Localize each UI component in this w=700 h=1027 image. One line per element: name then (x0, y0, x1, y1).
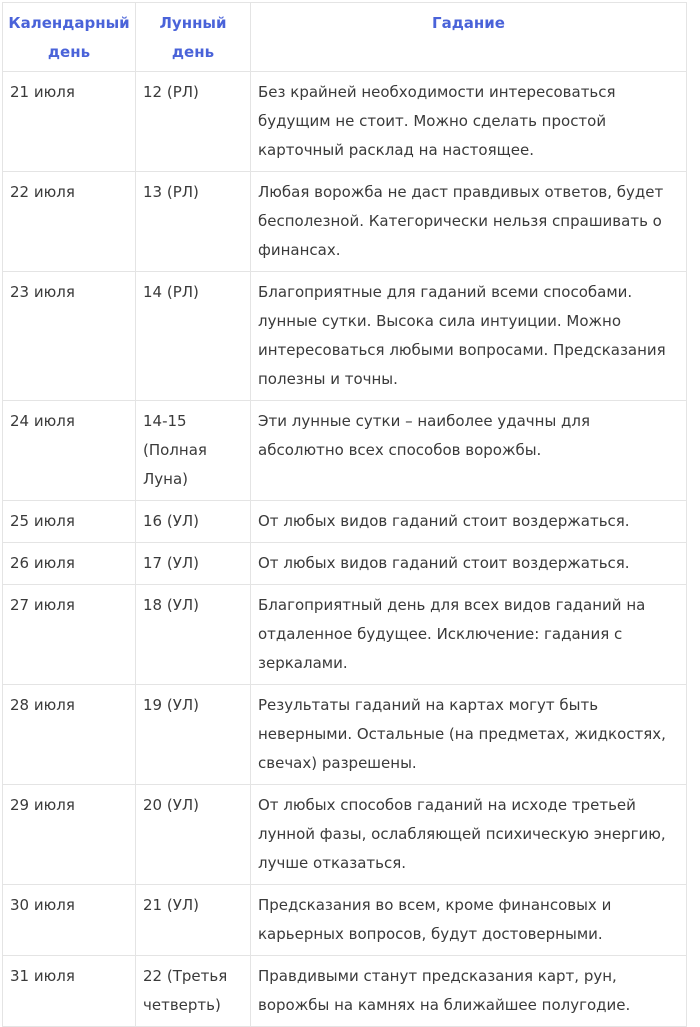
lunar-day-cell: 22 (Третья четверть) (136, 956, 251, 1027)
lunar-day-cell: 13 (РЛ) (136, 172, 251, 272)
lunar-day-cell: 14 (РЛ) (136, 272, 251, 401)
lunar-day-cell: 17 (УЛ) (136, 543, 251, 585)
table-row (3, 685, 687, 785)
calendar-day-cell: 22 июля (3, 172, 136, 272)
divination-cell: Любая ворожба не даст правдивых ответов, будет бесполезной. Категорически нельзя спрашивать о финансах. (251, 172, 687, 272)
calendar-day-cell: 30 июля (3, 885, 136, 956)
divination-cell: От любых видов гаданий стоит воздержаться. (251, 543, 687, 585)
calendar-day-cell: 29 июля (3, 785, 136, 885)
calendar-day-cell: 24 июля (3, 401, 136, 501)
lunar-day-cell: 20 (УЛ) (136, 785, 251, 885)
table-row (3, 885, 687, 956)
lunar-day-cell: 19 (УЛ) (136, 685, 251, 785)
lunar-day-cell: 21 (УЛ) (136, 885, 251, 956)
calendar-day-cell: 31 июля (3, 956, 136, 1027)
lunar-day-cell: 16 (УЛ) (136, 501, 251, 543)
table-row (3, 401, 687, 501)
divination-cell: Правдивыми станут предсказания карт, рун, ворожбы на камнях на ближайшее полугодие. (251, 956, 687, 1027)
divination-table (2, 2, 687, 1027)
divination-cell: Результаты гаданий на картах могут быть неверными. Остальные (на предметах, жидкостях, свечах) разрешены. (251, 685, 687, 785)
calendar-day-cell: 27 июля (3, 585, 136, 685)
table-header (3, 3, 687, 72)
divination-cell: Без крайней необходимости интересоваться будущим не стоит. Можно сделать простой карточный расклад на настоящее. (251, 72, 687, 172)
header-lunar-day: Лунный день (136, 3, 251, 72)
header-calendar-day: Календарный день (3, 3, 136, 72)
table-row (3, 543, 687, 585)
table-row (3, 501, 687, 543)
divination-cell: От любых способов гаданий на исходе третьей лунной фазы, ослабляющей психическую энергию, лучше отказаться. (251, 785, 687, 885)
divination-cell: От любых видов гаданий стоит воздержаться. (251, 501, 687, 543)
lunar-day-cell: 14-15 (Полная Луна) (136, 401, 251, 501)
header-divination: Гадание (251, 3, 687, 72)
calendar-day-cell: 26 июля (3, 543, 136, 585)
lunar-day-cell: 12 (РЛ) (136, 72, 251, 172)
divination-cell: Благоприятный день для всех видов гаданий на отдаленное будущее. Исключение: гадания с зеркалами. (251, 585, 687, 685)
divination-cell: Предсказания во всем, кроме финансовых и карьерных вопросов, будут достоверными. (251, 885, 687, 956)
divination-cell: Эти лунные сутки – наиболее удачны для абсолютно всех способов ворожбы. (251, 401, 687, 501)
table-row (3, 956, 687, 1027)
calendar-day-cell: 28 июля (3, 685, 136, 785)
calendar-day-cell: 23 июля (3, 272, 136, 401)
table-row (3, 72, 687, 172)
calendar-day-cell: 25 июля (3, 501, 136, 543)
table-row (3, 272, 687, 401)
lunar-day-cell: 18 (УЛ) (136, 585, 251, 685)
table-body (3, 72, 687, 1027)
table-row (3, 585, 687, 685)
calendar-day-cell: 21 июля (3, 72, 136, 172)
header-row (3, 3, 687, 72)
table-row (3, 172, 687, 272)
table-row (3, 785, 687, 885)
divination-cell: Благоприятные для гаданий всеми способами. лунные сутки. Высока сила интуиции. Можно интересоваться любыми вопросами. Предсказания полезны и точны. (251, 272, 687, 401)
